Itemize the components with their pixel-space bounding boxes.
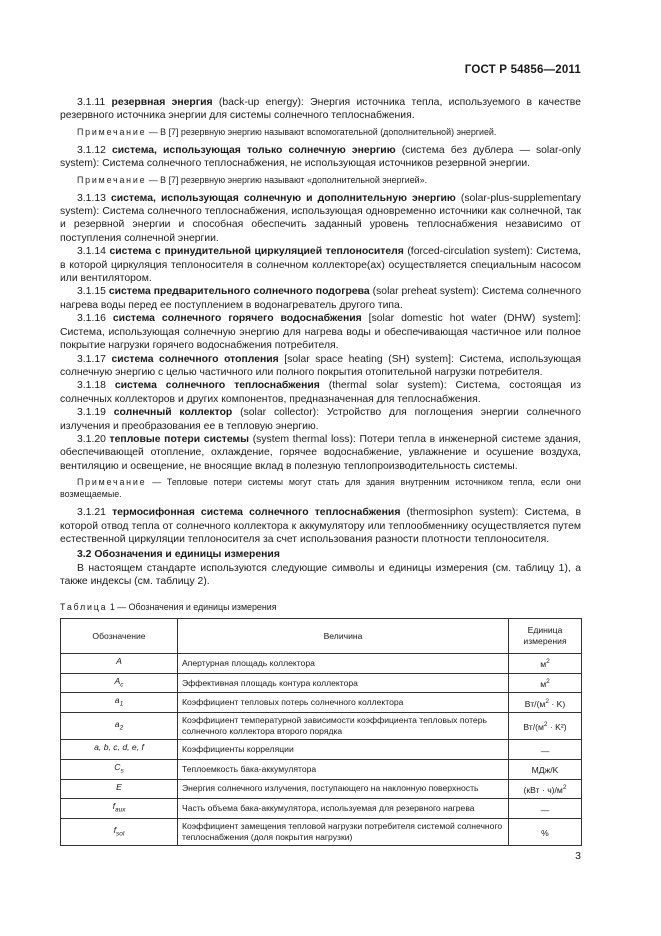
symbol-subscript: aux: [114, 807, 126, 815]
symbol-cell: [61, 673, 178, 693]
column-header-symbol: Обозначение: [61, 619, 178, 654]
symbol-cell: [61, 740, 178, 760]
table-row: [61, 673, 582, 693]
symbol-cell: [61, 819, 178, 846]
quantity-cell: Часть объема бака-аккумулятора, используемая для резервного нагрева: [178, 799, 509, 819]
table-row: [61, 759, 582, 779]
unit: (кВт · ч)/м: [523, 784, 563, 795]
symbol-subscript: 2: [119, 724, 124, 732]
unit: м: [540, 679, 547, 689]
symbol-cell: [61, 654, 178, 674]
clause-number: 3.1.21: [77, 507, 106, 519]
quantity-cell: Коэффициент тепловых потерь солнечного коллектора: [178, 693, 509, 713]
clause-number: 3.1.14: [77, 246, 106, 258]
clause-number: 3.1.18: [77, 380, 106, 392]
symbol: a: [114, 695, 120, 706]
quantity-cell: Энергия солнечного излучения, поступающего на наклонную поверхность: [178, 779, 509, 799]
note: [60, 476, 581, 500]
definition: (система без дублера — solar-only system): Система солнечного теплоснабжения, не использующая источников резервной энергии.: [60, 144, 581, 170]
term: система солнечного теплоснабжения: [114, 380, 320, 392]
clause-number: 3.1.20: [77, 433, 106, 445]
section-intro: В настоящем стандарте используются следующие символы и единицы измерения (см. таблицу 1), а также индексы (см. таблицу 2).: [60, 562, 581, 588]
term: система предварительного солнечного подогрева: [108, 286, 370, 298]
unit: —: [540, 745, 550, 756]
symbol-subscript: sol: [116, 830, 125, 838]
symbol: a: [114, 718, 120, 729]
paragraph-3-1-20: [60, 433, 581, 473]
unit-cell: [509, 819, 582, 846]
unit-cell: [509, 673, 582, 693]
symbol-cell: [61, 799, 178, 819]
note: [60, 174, 581, 186]
quantity-cell: Апертурная площадь коллектора: [178, 654, 509, 674]
term: система с принудительной циркуляцией теплоносителя: [109, 246, 404, 258]
symbol: E: [116, 781, 122, 792]
paragraph-3-1-17: [60, 353, 581, 380]
term: система, использующая только солнечную энергию: [112, 144, 396, 156]
definition: (back-up energy): Энергия источника тепла, используемого в качестве резервного источника энергии для системы солнечного теплоснабжения.: [60, 97, 581, 122]
note-text: — В [7] резервную энергию называют вспомогательной (дополнительной) энергией.: [146, 126, 497, 137]
note-text: — В [7] резервную энергию называют «дополнительной энергией».: [146, 174, 428, 185]
unit-cell: [509, 654, 582, 674]
quantity-cell: Коэффициенты корреляции: [178, 740, 509, 760]
symbol-cell: [61, 759, 178, 779]
column-header-quantity: Величина: [178, 619, 509, 654]
symbol: f: [112, 801, 115, 812]
unit-superscript: 2: [546, 678, 550, 686]
unit-cell: [509, 713, 582, 740]
definition: [solar space heating (SH) system]: Система, использующая солнечную энергию с целью частичного или полного покрытия отопительной нагрузки потребителя.: [60, 353, 581, 378]
table-row: [61, 654, 582, 674]
table-header-row: [61, 619, 582, 654]
clause-number: 3.1.19: [77, 407, 106, 419]
note: [60, 126, 581, 138]
term: система солнечного отопления: [111, 353, 279, 365]
unit-superscript: 2: [543, 721, 548, 729]
paragraph-3-1-11: [60, 96, 581, 123]
symbol: A: [114, 675, 121, 686]
table-caption-label: Таблица: [60, 601, 108, 612]
unit-superscript: 2: [546, 658, 550, 666]
unit-cell: [509, 693, 582, 713]
table-row: [61, 799, 582, 819]
paragraph-3-1-15: [60, 285, 581, 312]
term: тепловые потери системы: [109, 433, 250, 445]
document-header: ГОСТ Р 54856—2011: [464, 64, 581, 76]
unit: %: [541, 827, 549, 838]
clause-number: 3.1.12: [77, 144, 106, 156]
table-row: [61, 713, 582, 740]
symbols-table: [60, 618, 582, 846]
table-row: [61, 693, 582, 713]
column-header-unit: Единица измерения: [509, 619, 582, 654]
definition: (solar collector): Устройство для поглощения энергии солнечного излучения и преобразования ее в тепловую энергию.: [60, 407, 582, 432]
quantity-cell: Коэффициент температурной зависимости коэффициента тепловых потерь солнечного коллектора второго порядка: [178, 713, 509, 740]
symbol: a, b, c, d, e, f: [94, 742, 144, 753]
unit-cell: [509, 799, 582, 819]
term: солнечный коллектор: [113, 407, 233, 419]
definition: (system thermal loss): Потери тепла в инженерной системе здания, обеспечивающей отопление, охлаждение, горячее водоснабжение, увлажнение и осушение воздуха, вентиляцию и освещение, не вносящие вклад в полезную теплопроизводительность системы.: [60, 433, 581, 472]
section-heading: 3.2 Обозначения и единицы измерения: [77, 549, 280, 561]
symbol: f: [113, 824, 117, 835]
clause-number: 3.1.16: [77, 313, 106, 325]
unit: Вт/(м: [524, 698, 546, 709]
paragraph-3-1-18: [60, 379, 581, 406]
symbol: C: [114, 761, 121, 772]
unit-cell: [509, 779, 582, 799]
unit-cell: [509, 740, 582, 760]
note-label: Примечание: [77, 126, 147, 137]
unit-tail: · K²): [547, 722, 567, 733]
clause-number: 3.1.11: [77, 97, 106, 108]
paragraph-3-1-12: [60, 144, 581, 171]
clause-number: 3.1.17: [77, 353, 106, 365]
symbol-subscript: c: [120, 681, 124, 689]
table-row: [61, 740, 582, 760]
definition: (forced-circulation system): Система, в которой циркуляция теплоносителя в солнечном коллекторе(ах) осуществляется специальным насосом или вентилятором.: [60, 246, 582, 285]
table-row: [61, 819, 582, 846]
symbol-subscript: s: [120, 767, 124, 775]
term: система, использующая солнечную и дополнительную энергию: [110, 192, 456, 204]
quantity-cell: Теплоемкость бака-аккумулятора: [178, 759, 509, 779]
definition: (thermosiphon system): Система, в которой отвод тепла от солнечного коллектора к аккумулятору или теплообменнику осуществляется путем естественной циркуляции теплоносителя за счет использования разности плотности теплоносителя.: [60, 507, 581, 545]
unit: МДж/K: [531, 765, 559, 776]
clause-number: 3.1.15: [77, 286, 106, 298]
paragraph-3-1-16: [60, 312, 581, 352]
term: резервная энергия: [111, 97, 213, 108]
table-caption: [60, 601, 581, 614]
definition: (solar preheat system): Система солнечного нагрева воды перед ее поступлением в водонагреватель другого типа.: [60, 286, 581, 311]
quantity-cell: Эффективная площадь контура коллектора: [178, 673, 509, 693]
paragraph-3-1-19: [60, 406, 581, 433]
page-number: 3: [575, 850, 581, 862]
table-caption-text: 1 — Обозначения и единицы измерения: [107, 601, 277, 612]
table-row: [61, 779, 582, 799]
unit: м: [540, 659, 547, 670]
unit: Вт/(м: [523, 722, 544, 733]
unit: —: [540, 804, 550, 815]
definition: [solar domestic hot water (DHW) system]: Система, использующая солнечную энергию для нагрева воды и обеспечивающая частичное или полное покрытие нагрузки горячего водоснабжения потребителя.: [60, 313, 581, 352]
paragraph-3-1-14: [60, 245, 581, 285]
note-label: Примечание: [77, 174, 147, 185]
quantity-cell: Коэффициент замещения тепловой нагрузки потребителя системой солнечного теплоснабжения (доля покрытия нагрузки): [178, 819, 509, 846]
term: термосифонная система солнечного теплоснабжения: [112, 507, 401, 519]
note-label: Примечание: [77, 477, 147, 488]
unit-superscript: 2: [562, 784, 567, 792]
definition: (thermal solar system): Система, состоящая из солнечных коллекторов и других компонентов, предназначенная для теплоснабжения.: [60, 380, 581, 405]
document-body: [60, 96, 581, 846]
symbol-cell: [61, 713, 178, 740]
definition: (solar-plus-supplementary system): Система солнечного теплоснабжения, использующая одновременно источники как солнечной, так и резервной энергии и способная обеспечить заданный уровень теплоснабжения независимо от поступления солнечной энергии.: [60, 192, 581, 244]
symbol-cell: [61, 693, 178, 713]
term: система солнечного горячего водоснабжения: [112, 313, 362, 325]
paragraph-3-1-21: [60, 506, 581, 546]
unit-superscript: 2: [545, 697, 549, 705]
unit-cell: [509, 759, 582, 779]
note-text: — Тепловые потери системы могут стать для здания внутренним источником тепла, если они возмещаемые.: [60, 477, 581, 500]
symbol-subscript: 1: [119, 701, 124, 709]
symbol-cell: [61, 779, 178, 799]
clause-number: 3.1.13: [77, 192, 106, 204]
unit-tail: · K): [548, 698, 566, 709]
paragraph-3-1-13: [60, 192, 581, 246]
symbol: A: [116, 656, 122, 666]
